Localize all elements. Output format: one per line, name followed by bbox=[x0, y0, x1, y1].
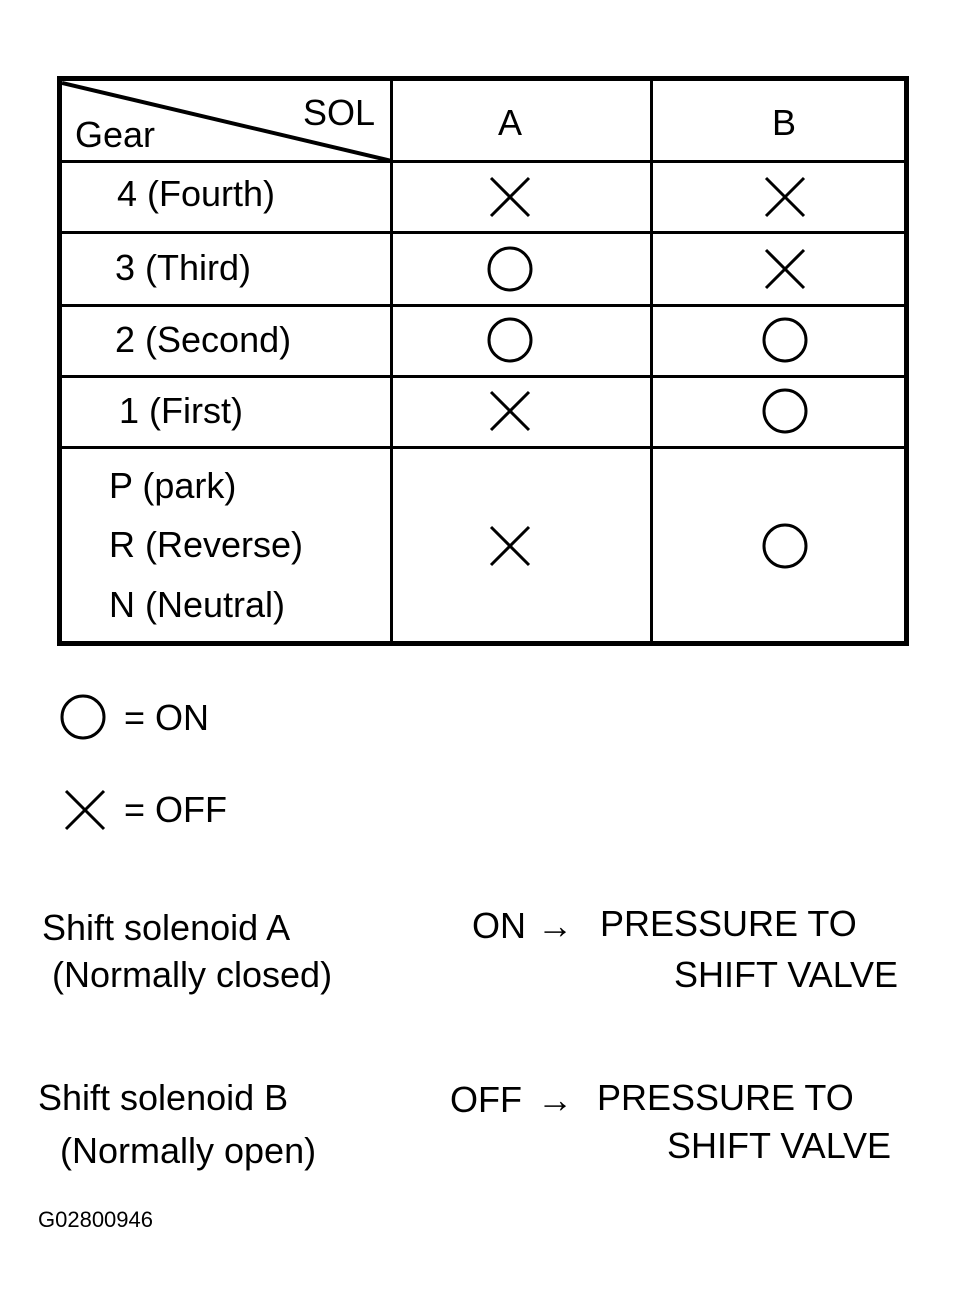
gear-label-fourth: 4 (Fourth) bbox=[117, 173, 276, 214]
row-divider bbox=[62, 446, 904, 449]
header-sol-label: SOL bbox=[303, 92, 376, 133]
row-divider bbox=[62, 231, 904, 234]
solenoid-a-state: (Normally closed) bbox=[52, 954, 333, 995]
gear-label-third: 3 (Third) bbox=[115, 247, 252, 288]
cell-second-a bbox=[485, 315, 535, 365]
figure-id: G02800946 bbox=[38, 1207, 153, 1232]
cell-prn-b bbox=[760, 521, 810, 571]
cell-fourth-a bbox=[485, 172, 535, 222]
solenoid-a-result-2: SHIFT VALVE bbox=[674, 954, 899, 995]
cell-prn-a bbox=[485, 521, 535, 571]
cell-first-a bbox=[485, 386, 535, 436]
header-gear-label: Gear bbox=[75, 114, 156, 155]
solenoid-a-result-1: PRESSURE TO bbox=[600, 903, 857, 944]
column-header-b: B bbox=[772, 102, 797, 143]
legend-on-label: = ON bbox=[124, 697, 210, 738]
solenoid-a-name: Shift solenoid A bbox=[42, 907, 291, 948]
gear-label-park: P (park) bbox=[109, 465, 237, 506]
solenoid-b-state: (Normally open) bbox=[60, 1130, 317, 1171]
solenoid-b-action: OFF bbox=[450, 1079, 522, 1120]
gear-label-second: 2 (Second) bbox=[115, 319, 292, 360]
solenoid-b-result-2: SHIFT VALVE bbox=[667, 1125, 892, 1166]
solenoid-b-result-1: PRESSURE TO bbox=[597, 1077, 854, 1118]
cell-first-b bbox=[760, 386, 810, 436]
gear-label-neutral: N (Neutral) bbox=[109, 584, 286, 625]
solenoid-b-arrow: → bbox=[537, 1079, 573, 1120]
column-divider bbox=[390, 81, 393, 641]
cell-third-b bbox=[760, 244, 810, 294]
column-divider bbox=[650, 81, 653, 641]
circle-icon bbox=[58, 692, 108, 742]
solenoid-a-action: ON bbox=[472, 905, 526, 946]
gear-label-first: 1 (First) bbox=[119, 390, 243, 431]
cell-fourth-b bbox=[760, 172, 810, 222]
cross-icon bbox=[60, 785, 110, 835]
gear-label-reverse: R (Reverse) bbox=[109, 524, 304, 565]
solenoid-a-arrow: → bbox=[537, 905, 573, 946]
legend-off-label: = OFF bbox=[124, 789, 228, 830]
solenoid-b-name: Shift solenoid B bbox=[38, 1077, 289, 1118]
cell-second-b bbox=[760, 315, 810, 365]
cell-third-a bbox=[485, 244, 535, 294]
row-divider bbox=[62, 375, 904, 378]
row-divider bbox=[62, 304, 904, 307]
column-header-a: A bbox=[498, 102, 523, 143]
